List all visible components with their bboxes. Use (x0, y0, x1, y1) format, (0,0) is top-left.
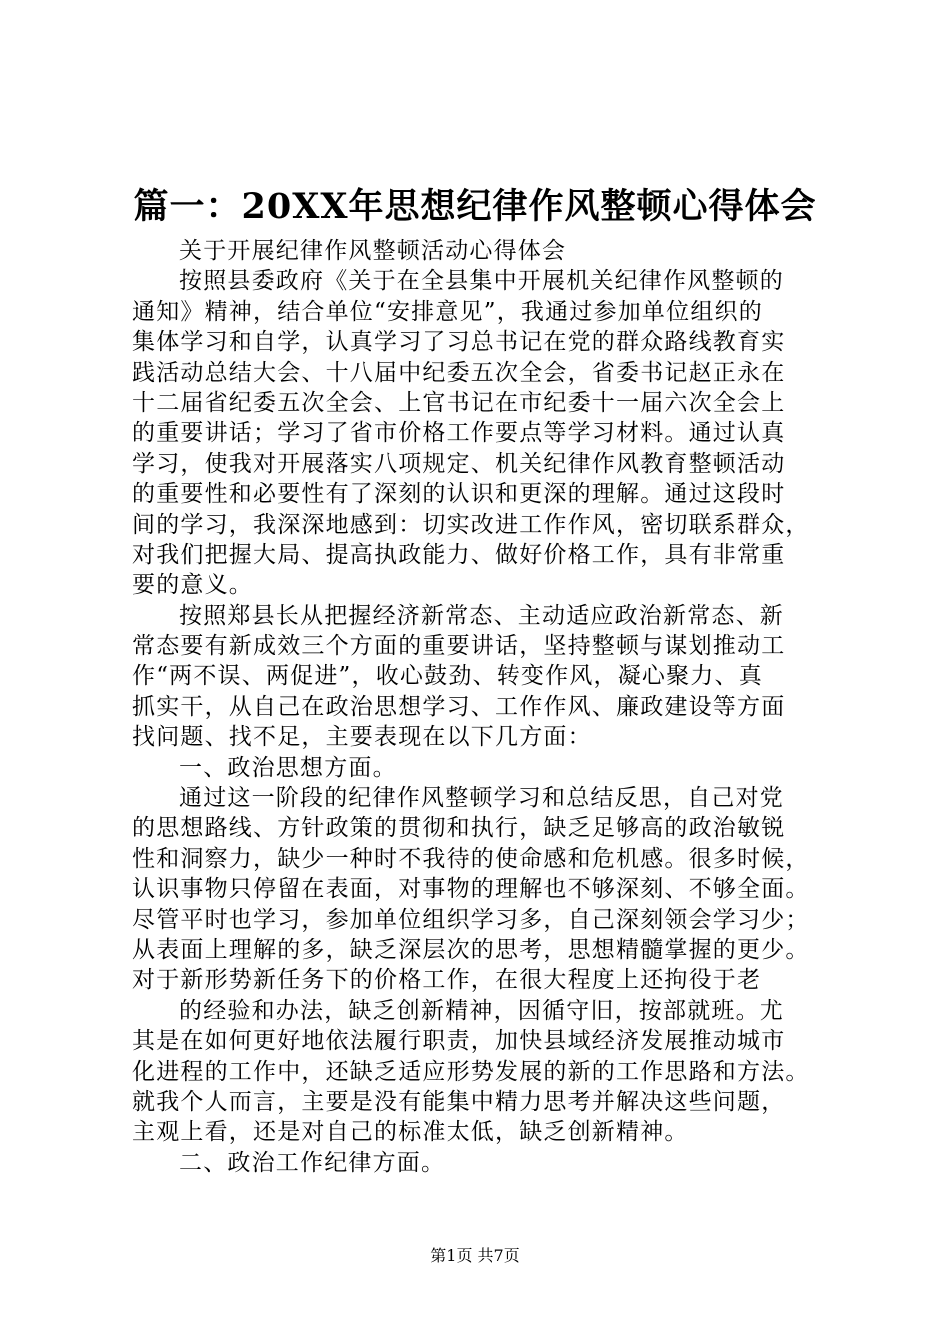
text-line: 要的意义。 (132, 572, 253, 599)
text-line: 抓实干，从自己在政治思想学习、工作作风、廉政建设等方面 (132, 693, 786, 720)
text-line: 就我个人而言，主要是没有能集中精力思考并解决这些问题， (132, 1088, 786, 1115)
document-title: 篇一：20XX年思想纪律作风整顿心得体会 (133, 186, 817, 227)
text-line: 其是在如何更好地依法履行职责，加快县域经济发展推动城市 (132, 1028, 786, 1055)
text-line: 常态要有新成效三个方面的重要讲话，坚持整顿与谋划推动工 (132, 633, 786, 660)
text-line: 性和洞察力，缺少一种时不我待的使命感和危机感。很多时候， (132, 845, 810, 872)
text-line: 的思想路线、方针政策的贯彻和执行，缺乏足够高的政治敏锐 (132, 815, 786, 842)
text-line: 按照县委政府《关于在全县集中开展机关纪律作风整顿的 (179, 268, 784, 295)
text-line: 尽管平时也学习，参加单位组织学习多，自己深刻领会学习少； (132, 906, 810, 933)
text-line: 的重要讲话；学习了省市价格工作要点等学习材料。通过认真 (132, 420, 786, 447)
text-line: 的经验和办法，缺乏创新精神，因循守旧，按部就班。尤 (179, 997, 784, 1024)
text-line: 关于开展纪律作风整顿活动心得体会 (179, 238, 567, 264)
text-line: 主观上看，还是对自己的标准太低，缺乏创新精神。 (132, 1119, 689, 1146)
text-line: 学习，使我对开展落实八项规定、机关纪律作风教育整顿活动 (132, 450, 786, 477)
text-line: 通过这一阶段的纪律作风整顿学习和总结反思，自己对党 (179, 785, 784, 812)
page-footer: 第1页 共7页 (430, 1246, 520, 1265)
text-line: 集体学习和自学，认真学习了习总书记在党的群众路线教育实 (132, 329, 786, 356)
text-line: 对我们把握大局、提高执政能力、做好价格工作，具有非常重 (132, 541, 786, 568)
text-line: 对于新形势新任务下的价格工作，在很大程度上还拘役于老 (132, 967, 762, 994)
text-line: 化进程的工作中，还缺乏适应形势发展的新的工作思路和方法。 (132, 1058, 810, 1085)
text-line: 十二届省纪委五次全会、上官书记在市纪委十一届六次全会上 (132, 389, 786, 416)
text-line: 认识事物只停留在表面，对事物的理解也不够深刻、不够全面。 (132, 876, 810, 903)
text-line: 通知》精神，结合单位“安排意见”，我通过参加单位组织的 (132, 298, 763, 325)
text-line: 从表面上理解的多，缺乏深层次的思考，思想精髓掌握的更少。 (132, 936, 810, 963)
text-line: 找问题、找不足，主要表现在以下几方面： (132, 724, 592, 751)
document-body (132, 236, 838, 1178)
text-line: 作“两不误、两促进”，收心鼓劲、转变作风，凝心聚力、真 (132, 663, 763, 690)
text-line: 按照郑县长从把握经济新常态、主动适应政治新常态、新 (179, 602, 784, 629)
text-line: 一、政治思想方面。 (179, 754, 397, 781)
text-line: 的重要性和必要性有了深刻的认识和更深的理解。通过这段时 (132, 481, 786, 508)
text-line: 践活动总结大会、十八届中纪委五次全会，省委书记赵正永在 (132, 359, 786, 386)
text-line: 二、政治工作纪律方面。 (179, 1149, 446, 1176)
text-line: 间的学习，我深深地感到：切实改进工作作风，密切联系群众， (132, 511, 810, 538)
